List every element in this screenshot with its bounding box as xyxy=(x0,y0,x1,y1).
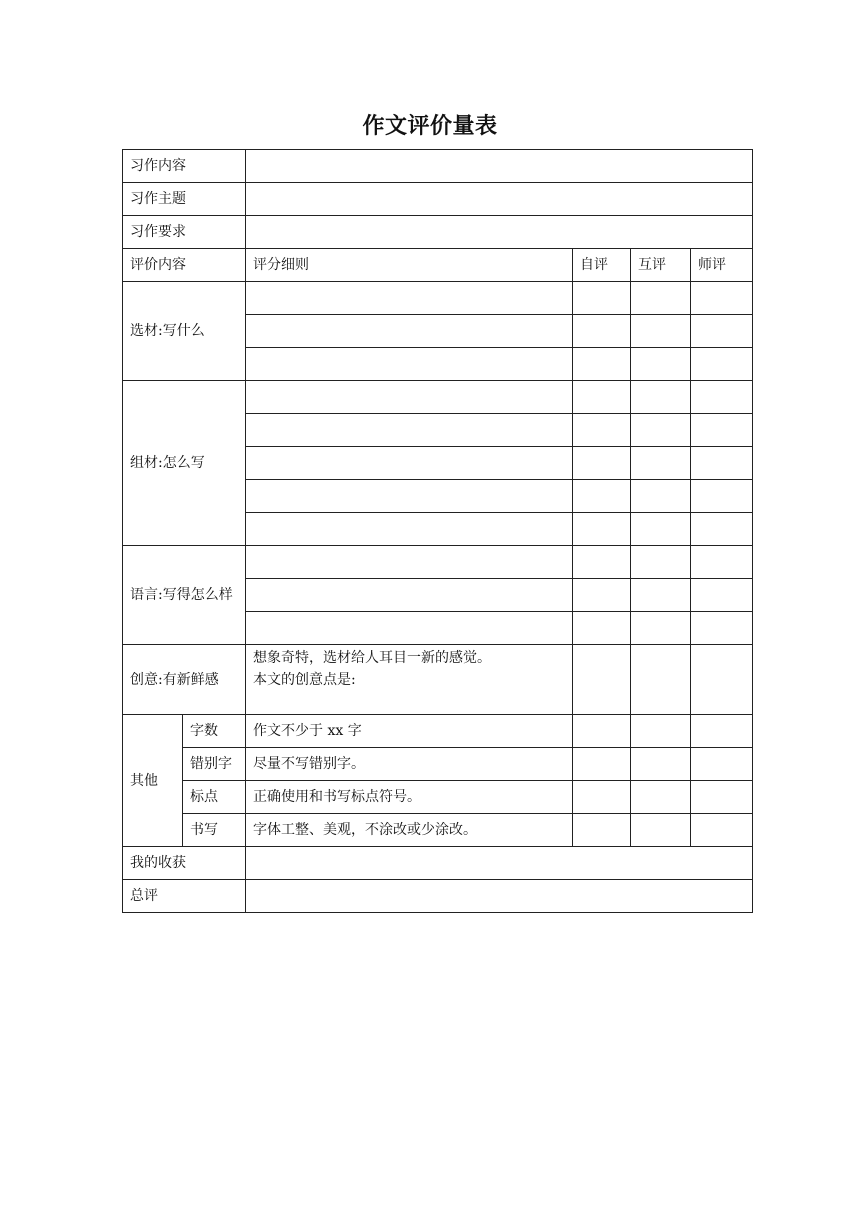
teacher-score-cell[interactable] xyxy=(691,579,753,612)
section-label-language: 语言:写得怎么样 xyxy=(123,546,246,645)
self-score-cell[interactable] xyxy=(573,480,631,513)
info-label: 习作要求 xyxy=(123,216,246,249)
other-row xyxy=(123,814,753,847)
section-label-organization: 组材:怎么写 xyxy=(123,381,246,546)
peer-score-cell[interactable] xyxy=(631,348,691,381)
footer-value-cell[interactable] xyxy=(246,847,753,880)
self-score-cell[interactable] xyxy=(573,348,631,381)
criteria-cell[interactable] xyxy=(246,546,573,579)
self-score-cell[interactable] xyxy=(573,381,631,414)
column-header-row xyxy=(123,249,753,282)
peer-score-cell[interactable] xyxy=(631,546,691,579)
self-score-cell[interactable] xyxy=(573,282,631,315)
info-row-requirements xyxy=(123,216,753,249)
footer-label: 总评 xyxy=(123,880,246,913)
column-header-self: 自评 xyxy=(573,249,631,282)
peer-score-cell[interactable] xyxy=(631,814,691,847)
footer-value-cell[interactable] xyxy=(246,880,753,913)
footer-row-summary xyxy=(123,880,753,913)
peer-score-cell[interactable] xyxy=(631,645,691,715)
self-score-cell[interactable] xyxy=(573,414,631,447)
column-header-teacher: 师评 xyxy=(691,249,753,282)
other-row xyxy=(123,715,753,748)
column-header-content: 评价内容 xyxy=(123,249,246,282)
self-score-cell[interactable] xyxy=(573,645,631,715)
self-score-cell[interactable] xyxy=(573,513,631,546)
teacher-score-cell[interactable] xyxy=(691,480,753,513)
criteria-cell[interactable] xyxy=(246,612,573,645)
criteria-cell[interactable] xyxy=(246,480,573,513)
criteria-cell[interactable] xyxy=(246,414,573,447)
self-score-cell[interactable] xyxy=(573,447,631,480)
criteria-cell[interactable] xyxy=(246,381,573,414)
teacher-score-cell[interactable] xyxy=(691,447,753,480)
footer-row-gains xyxy=(123,847,753,880)
evaluation-table xyxy=(122,149,753,913)
criteria-cell[interactable] xyxy=(246,645,573,715)
section-label-material: 选材:写什么 xyxy=(123,282,246,381)
criteria-cell[interactable] xyxy=(246,579,573,612)
criteria-cell[interactable] xyxy=(246,348,573,381)
creativity-row xyxy=(123,645,753,715)
teacher-score-cell[interactable] xyxy=(691,612,753,645)
self-score-cell[interactable] xyxy=(573,579,631,612)
peer-score-cell[interactable] xyxy=(631,579,691,612)
info-label: 习作主题 xyxy=(123,183,246,216)
teacher-score-cell[interactable] xyxy=(691,781,753,814)
peer-score-cell[interactable] xyxy=(631,282,691,315)
info-value-cell[interactable] xyxy=(246,216,753,249)
teacher-score-cell[interactable] xyxy=(691,546,753,579)
peer-score-cell[interactable] xyxy=(631,315,691,348)
teacher-score-cell[interactable] xyxy=(691,513,753,546)
column-header-peer: 互评 xyxy=(631,249,691,282)
material-row xyxy=(123,282,753,315)
criteria-cell: 正确使用和书写标点符号。 xyxy=(246,781,573,814)
language-row xyxy=(123,546,753,579)
teacher-score-cell[interactable] xyxy=(691,348,753,381)
other-row xyxy=(123,781,753,814)
teacher-score-cell[interactable] xyxy=(691,814,753,847)
section-label-other: 其他 xyxy=(123,715,183,847)
criteria-cell[interactable] xyxy=(246,447,573,480)
teacher-score-cell[interactable] xyxy=(691,748,753,781)
criteria-cell: 字体工整、美观，不涂改或少涂改。 xyxy=(246,814,573,847)
sub-label: 字数 xyxy=(183,715,246,748)
self-score-cell[interactable] xyxy=(573,781,631,814)
criteria-cell: 作文不少于 xx 字 xyxy=(246,715,573,748)
peer-score-cell[interactable] xyxy=(631,513,691,546)
info-value-cell[interactable] xyxy=(246,183,753,216)
teacher-score-cell[interactable] xyxy=(691,715,753,748)
peer-score-cell[interactable] xyxy=(631,381,691,414)
teacher-score-cell[interactable] xyxy=(691,315,753,348)
criteria-cell: 尽量不写错别字。 xyxy=(246,748,573,781)
info-row-theme xyxy=(123,183,753,216)
criteria-cell[interactable] xyxy=(246,282,573,315)
peer-score-cell[interactable] xyxy=(631,447,691,480)
teacher-score-cell[interactable] xyxy=(691,414,753,447)
section-label-creativity: 创意:有新鲜感 xyxy=(123,645,246,715)
creativity-criteria-line: 想象奇特，选材给人耳目一新的感觉。 xyxy=(253,650,491,666)
criteria-cell[interactable] xyxy=(246,513,573,546)
peer-score-cell[interactable] xyxy=(631,414,691,447)
self-score-cell[interactable] xyxy=(573,748,631,781)
footer-label: 我的收获 xyxy=(123,847,246,880)
organization-row xyxy=(123,381,753,414)
self-score-cell[interactable] xyxy=(573,814,631,847)
creativity-prompt-line: 本文的创意点是: xyxy=(253,672,356,688)
self-score-cell[interactable] xyxy=(573,546,631,579)
info-row-content xyxy=(123,150,753,183)
peer-score-cell[interactable] xyxy=(631,612,691,645)
teacher-score-cell[interactable] xyxy=(691,381,753,414)
self-score-cell[interactable] xyxy=(573,612,631,645)
self-score-cell[interactable] xyxy=(573,315,631,348)
other-row xyxy=(123,748,753,781)
peer-score-cell[interactable] xyxy=(631,781,691,814)
sub-label: 书写 xyxy=(183,814,246,847)
info-label: 习作内容 xyxy=(123,150,246,183)
info-value-cell[interactable] xyxy=(246,150,753,183)
peer-score-cell[interactable] xyxy=(631,748,691,781)
criteria-cell[interactable] xyxy=(246,315,573,348)
sub-label: 标点 xyxy=(183,781,246,814)
self-score-cell[interactable] xyxy=(573,715,631,748)
peer-score-cell[interactable] xyxy=(631,480,691,513)
peer-score-cell[interactable] xyxy=(631,715,691,748)
teacher-score-cell[interactable] xyxy=(691,282,753,315)
sub-label: 错别字 xyxy=(183,748,246,781)
column-header-criteria: 评分细则 xyxy=(246,249,573,282)
page-title: 作文评价量表 xyxy=(362,114,498,139)
teacher-score-cell[interactable] xyxy=(691,645,753,715)
